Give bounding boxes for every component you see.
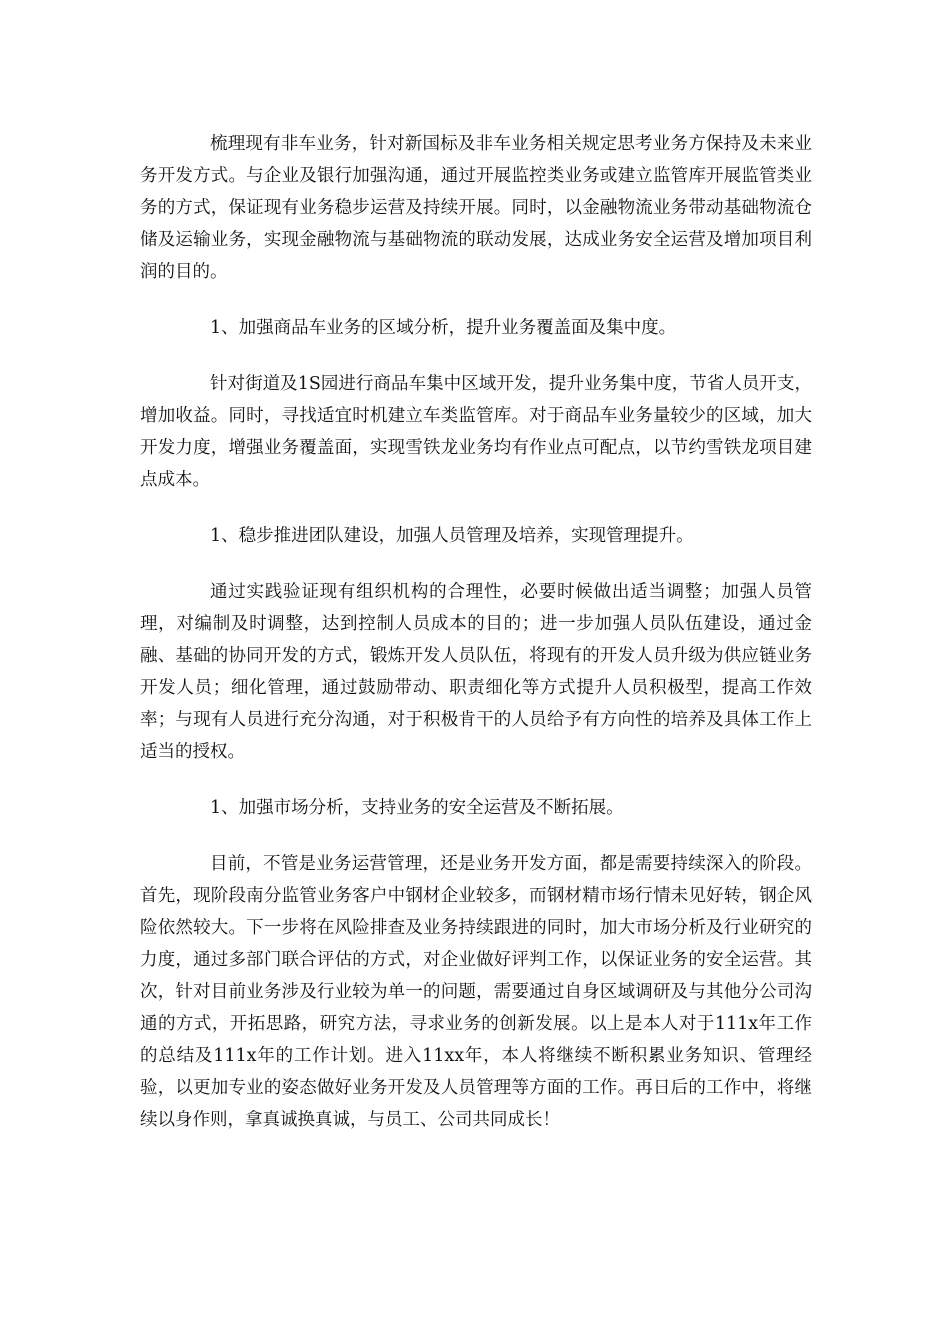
market-analysis-paragraph: 目前，不管是业务运营管理，还是业务开发方面，都是需要持续深入的阶段。首先，现阶段南分监管业务客户中钢材企业较多，而钢材精市场行情未见好转，钢企风险依然较大。下一步将在风险排查及业务持续跟进的同时，加大市场分析及行业研究的力度，通过多部门联合评估的方式，对企业做好评判工作，以保证业务的安全运营。其次，针对目前业务涉及行业较为单一的问题，需要通过自身区域调研及与其他分公司沟通的方式，开拓思路，研究方法，寻求业务的创新发展。以上是本人对于111x年工作的总结及111x年的工作计划。进入11xx年，本人将继续不断积累业务知识、管理经验，以更加专业的姿态做好业务开发及人员管理等方面的工作。再日后的工作中，将继续以身作则，拿真诚换真诚，与员工、公司共同成长！ bbox=[140, 854, 812, 1130]
section-heading-market-analysis: 1、加强市场分析，支持业务的安全运营及不断拓展。 bbox=[210, 798, 624, 818]
section-heading-commercial-vehicle: 1、加强商品车业务的区域分析，提升业务覆盖面及集中度。 bbox=[210, 318, 677, 338]
commercial-vehicle-paragraph: 针对街道及1S园进行商品车集中区域开发，提升业务集中度，节省人员开支，增加收益。同时，寻找适宜时机建立车类监管库。对于商品车业务量较少的区域，加大开发力度，增强业务覆盖面，实现雪铁龙业务均有作业点可配点，以节约雪铁龙项目建点成本。 bbox=[140, 374, 812, 490]
section-heading-team-building: 1、稳步推进团队建设，加强人员管理及培养，实现管理提升。 bbox=[210, 526, 694, 546]
intro-paragraph: 梳理现有非车业务，针对新国标及非车业务相关规定思考业务方保持及未来业务开发方式。与企业及银行加强沟通，通过开展监控类业务或建立监管库开展监管类业务的方式，保证现有业务稳步运营及持续开展。同时，以金融物流业务带动基础物流仓储及运输业务，实现金融物流与基础物流的联动发展，达成业务安全运营及增加项目利润的目的。 bbox=[140, 134, 812, 282]
document-body bbox=[140, 128, 812, 1160]
team-building-paragraph: 通过实践验证现有组织机构的合理性，必要时候做出适当调整；加强人员管理，对编制及时调整，达到控制人员成本的目的；进一步加强人员队伍建设，通过金融、基础的协同开发的方式，锻炼开发人员队伍，将现有的开发人员升级为供应链业务开发人员；细化管理，通过鼓励带动、职责细化等方式提升人员积极型，提高工作效率；与现有人员进行充分沟通，对于积极肯干的人员给予有方向性的培养及具体工作上适当的授权。 bbox=[140, 582, 812, 762]
